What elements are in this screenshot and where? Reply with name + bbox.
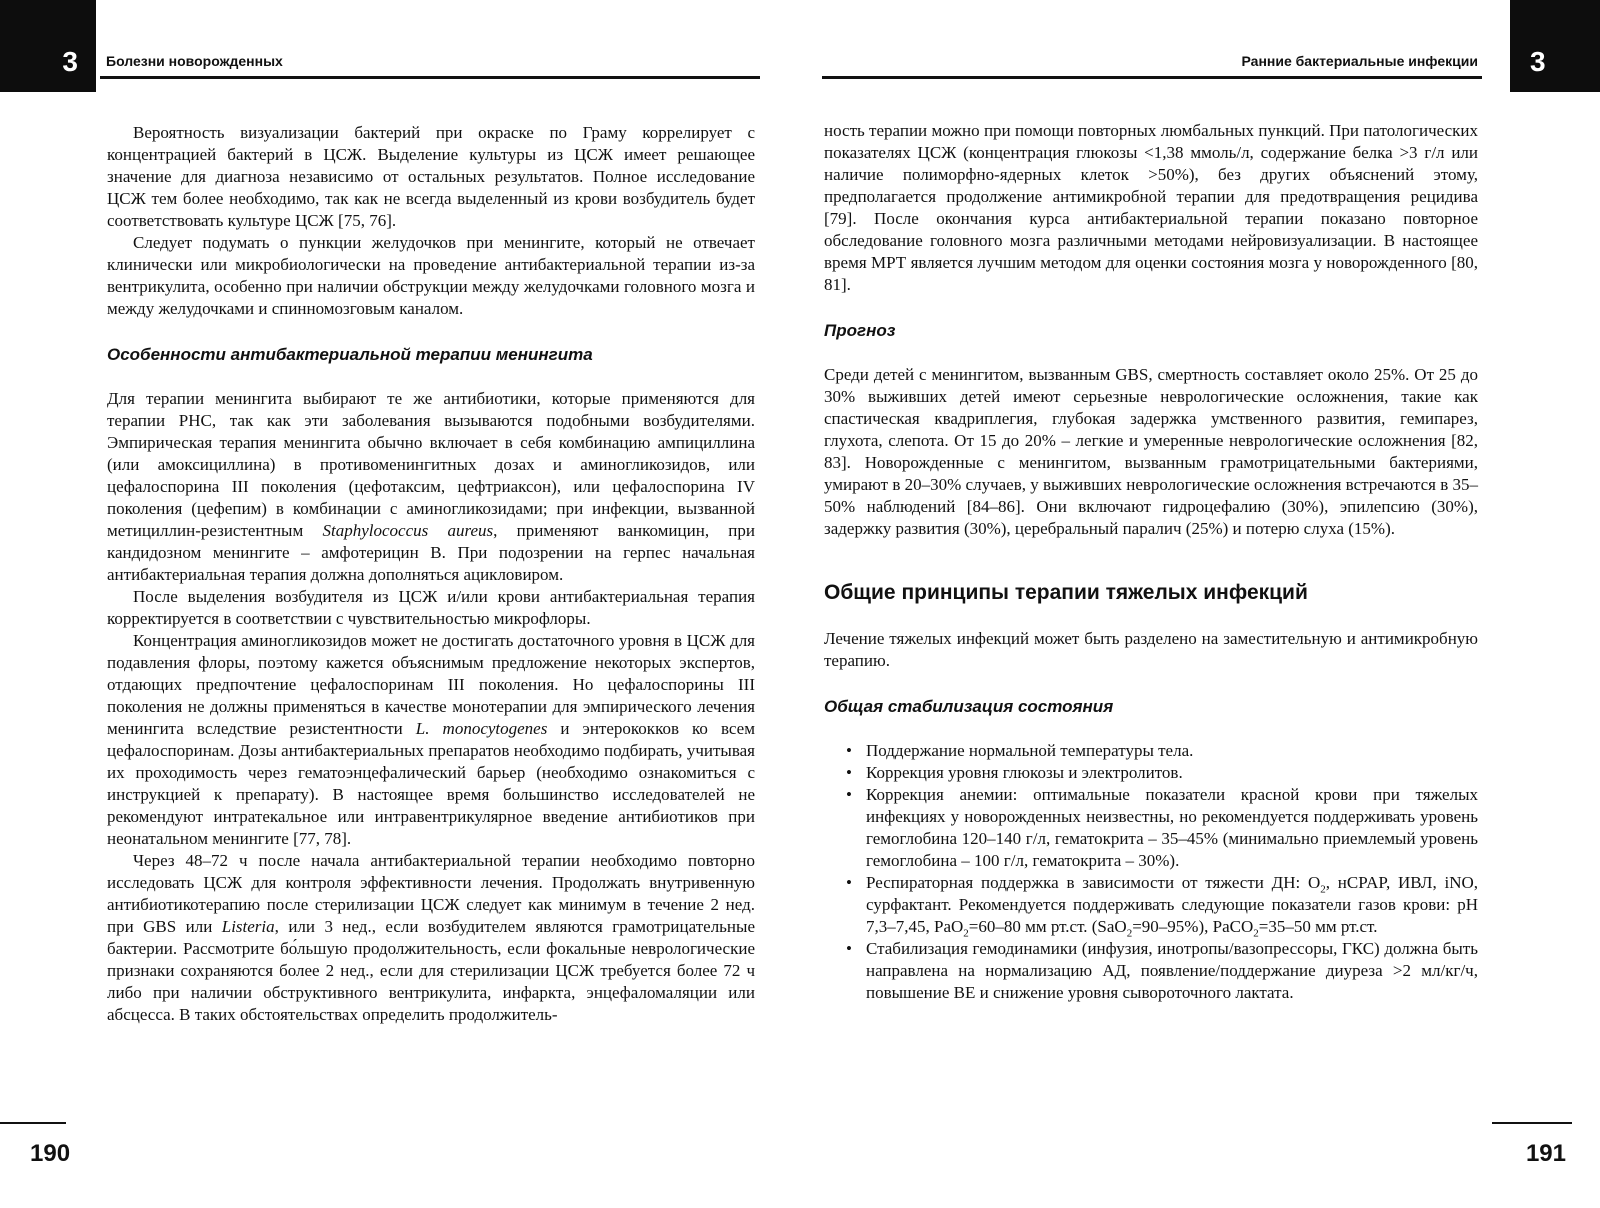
list-item: • Поддержание нормальной температуры тела. bbox=[846, 740, 1478, 762]
text-run: =60–80 мм рт.ст. (SaO bbox=[968, 917, 1127, 936]
species-name: Listeria bbox=[221, 917, 275, 936]
running-head: Болезни новорожденных bbox=[106, 53, 283, 69]
bullet-list bbox=[824, 740, 1478, 1004]
list-item: • Коррекция уровня глюкозы и электролитов. bbox=[846, 762, 1478, 784]
right-text-column bbox=[824, 120, 1478, 1004]
running-head: Ранние бактериальные инфекции bbox=[1241, 53, 1478, 69]
chapter-number: 3 bbox=[62, 46, 78, 77]
subscript: 2 bbox=[1320, 883, 1326, 896]
paragraph bbox=[107, 850, 755, 1026]
list-item bbox=[846, 872, 1478, 938]
paragraph bbox=[107, 388, 755, 586]
list-item: • Коррекция анемии: оптимальные показатели красной крови при тяжелых инфекциях у новорожденных неизвестны, но рекомендуется поддерживать уровень гемоглобина 120–140 г/л, гематокрита – 35–45% (минимально приемлемый уровень гемоглобина – 100 г/л, гематокрита – 30%). bbox=[846, 784, 1478, 872]
text-run: Для терапии менингита выбирают те же антибиотики, которые применяются для терапии РНС, так как эти заболевания вызываются подобными возбудителями. Эмпирическая терапия менингита обычно включает в себя комбинацию ампициллина (или амоксициллина) в противоменингитных дозах и аминогликозидов, или цефалоспорина III поколения (цефотаксим, цефтриаксон), или цефалоспорина IV поколения (цефепим) в комбинации с аминогликозидами; при инфекции, вызванной метициллин-резистентным bbox=[107, 389, 755, 540]
text-run: =90–95%), PaCO bbox=[1132, 917, 1254, 936]
subheading: Общая стабилизация состояния bbox=[824, 697, 1114, 716]
text-run: Концентрация аминогликозидов может не достигать достаточного уровня в ЦСЖ для подавления флоры, поэтому кажется объяснимым предложение некоторых экспертов, отдающих предпочтение цефалоспоринам III поколения. Но цефалоспорины III поколения не должны применяться в качестве монотерапии для эмпирического лечения менингита вследствие резистентности bbox=[107, 631, 755, 738]
right-page bbox=[800, 0, 1600, 1208]
footer-rule bbox=[1492, 1122, 1572, 1124]
subheading: Особенности антибактериальной терапии менингита bbox=[107, 345, 593, 364]
text-run: , или 3 нед., если возбудителем являются грамотрицательные бактерии. Рассмотрите бо́льшую продолжительность, если фокальные неврологические признаки сохраняются более 2 нед., если для стерилизации ЦСЖ требуется более 72 ч либо при наличии обструктивного вентрикулита, инфаркта, энцефаломаляции или абсцесса. В таких обстоятельствах определить продолжитель- bbox=[107, 917, 756, 1024]
paragraph: После выделения возбудителя из ЦСЖ и/или крови антибактериальная терапия корректируется в соответствии с чувствительностью микрофлоры. bbox=[107, 587, 755, 628]
text-run: , нCPAP, ИВЛ, iNO, сурфактант. Рекомендуется поддерживать следующие показатели газов крови: pH 7,3–7,45, PaO bbox=[866, 873, 1479, 936]
chapter-tab bbox=[0, 0, 96, 92]
paragraph: ность терапии можно при помощи повторных люмбальных пункций. При патологических показателях ЦСЖ (концентрация глюкозы <1,38 ммоль/л, содержание белка >3 г/л или наличие полиморфно-ядерных клеток >50%), без других объяснений этому, предполагается продолжение антимикробной терапии для предотвращения рецидива [79]. После окончания курса антибактериальной терапии показано повторное обследование головного мозга различными методами нейровизуализации. В настоящее время МРТ является лучшим методом для оценки состояния мозга у новорожденного [80, 81]. bbox=[824, 121, 1478, 294]
subheading: Прогноз bbox=[824, 321, 896, 340]
text-run: Через 48–72 ч после начала антибактериальной терапии необходимо повторно исследовать ЦСЖ для контроля эффективности лечения. Продолжать внутривенную антибиотикотерапию после стерилизации ЦСЖ следует как минимум в течение 2 нед. при GBS или bbox=[107, 851, 755, 936]
header-rule bbox=[100, 76, 760, 79]
list-item: • Стабилизация гемодинамики (инфузия, инотропы/вазопрессоры, ГКС) должна быть направлена на нормализацию АД, появление/поддержание диуреза >2 мл/кг/ч, повышение BE и снижение уровня сывороточного лактата. bbox=[846, 938, 1478, 1004]
paragraph bbox=[107, 630, 755, 850]
paragraph: Вероятность визуализации бактерий при окраске по Граму коррелирует с концентрацией бактерий в ЦСЖ. Выделение культуры из ЦСЖ имеет решающее значение для диагноза независимо от остальных результатов. Полное исследование ЦСЖ тем более необходимо, так как не всегда выделенный из крови возбудитель будет соответствовать культуре ЦСЖ [75, 76]. bbox=[107, 123, 755, 230]
subscript: 2 bbox=[1126, 927, 1133, 940]
text-run: Респираторная поддержка в зависимости от тяжести ДН: O bbox=[866, 873, 1321, 892]
section-heading: Общие принципы терапии тяжелых инфекций bbox=[824, 581, 1308, 604]
text-run: =35–50 мм рт.ст. bbox=[1258, 917, 1378, 936]
text-run: и энтерококков ко всем цефалоспоринам. Дозы антибактериальных препаратов необходимо подбирать, учитывая их проходимость через гематоэнцефалический барьер (необходимо ознакомиться с инструкцией к препарату). В настоящее время большинство исследователей не рекомендуют интратекальное или интравентрикулярное введение антибиотиков при неонатальном менингите [77, 78]. bbox=[107, 719, 755, 848]
footer-rule bbox=[0, 1122, 66, 1124]
chapter-number: 3 bbox=[1530, 46, 1546, 77]
species-name: L. monocytogenes bbox=[415, 719, 548, 738]
text-run: , применяют ванкомицин, при кандидозном менингите – амфотерицин B. При подозрении на герпес начальная антибактериальная терапия должна дополняться ацикловиром. bbox=[107, 521, 755, 584]
paragraph: Лечение тяжелых инфекций может быть разделено на заместительную и антимикробную терапию. bbox=[824, 629, 1478, 670]
page-number: 191 bbox=[1525, 1140, 1566, 1167]
header-rule bbox=[822, 76, 1482, 79]
subscript: 2 bbox=[963, 927, 969, 940]
paragraph: Среди детей с менингитом, вызванным GBS, смертность составляет около 25%. От 25 до 30% выживших детей имеют серьезные неврологические осложнения, такие как спастическая квадриплегия, глубокая задержка умственного развития, гемипарез, глухота, слепота. От 15 до 20% – легкие и умеренные неврологические осложнения [82, 83]. Новорожденные с менингитом, вызванным грамотрицательными бактериями, умирают в 20–30% случаев, у выживших неврологические осложнения встречаются в 35–50% наблюдений [84–86]. Они включают гидроцефалию (30%), эпилепсию (30%), задержку развития (30%), церебральный паралич (25%) и потерю слуха (15%). bbox=[824, 365, 1478, 538]
subscript: 2 bbox=[1253, 927, 1259, 940]
left-text-column bbox=[107, 122, 755, 1026]
paragraph: Следует подумать о пункции желудочков при менингите, который не отвечает клинически или микробиологически на проведение антибактериальной терапии из-за вентрикулита, особенно при наличии обструкции между желудочками головного мозга и между желудочками и спинномозговым каналом. bbox=[107, 233, 755, 318]
chapter-tab bbox=[1510, 0, 1600, 92]
page-number: 190 bbox=[30, 1140, 71, 1167]
species-name: Staphylococcus aureus bbox=[322, 521, 494, 540]
